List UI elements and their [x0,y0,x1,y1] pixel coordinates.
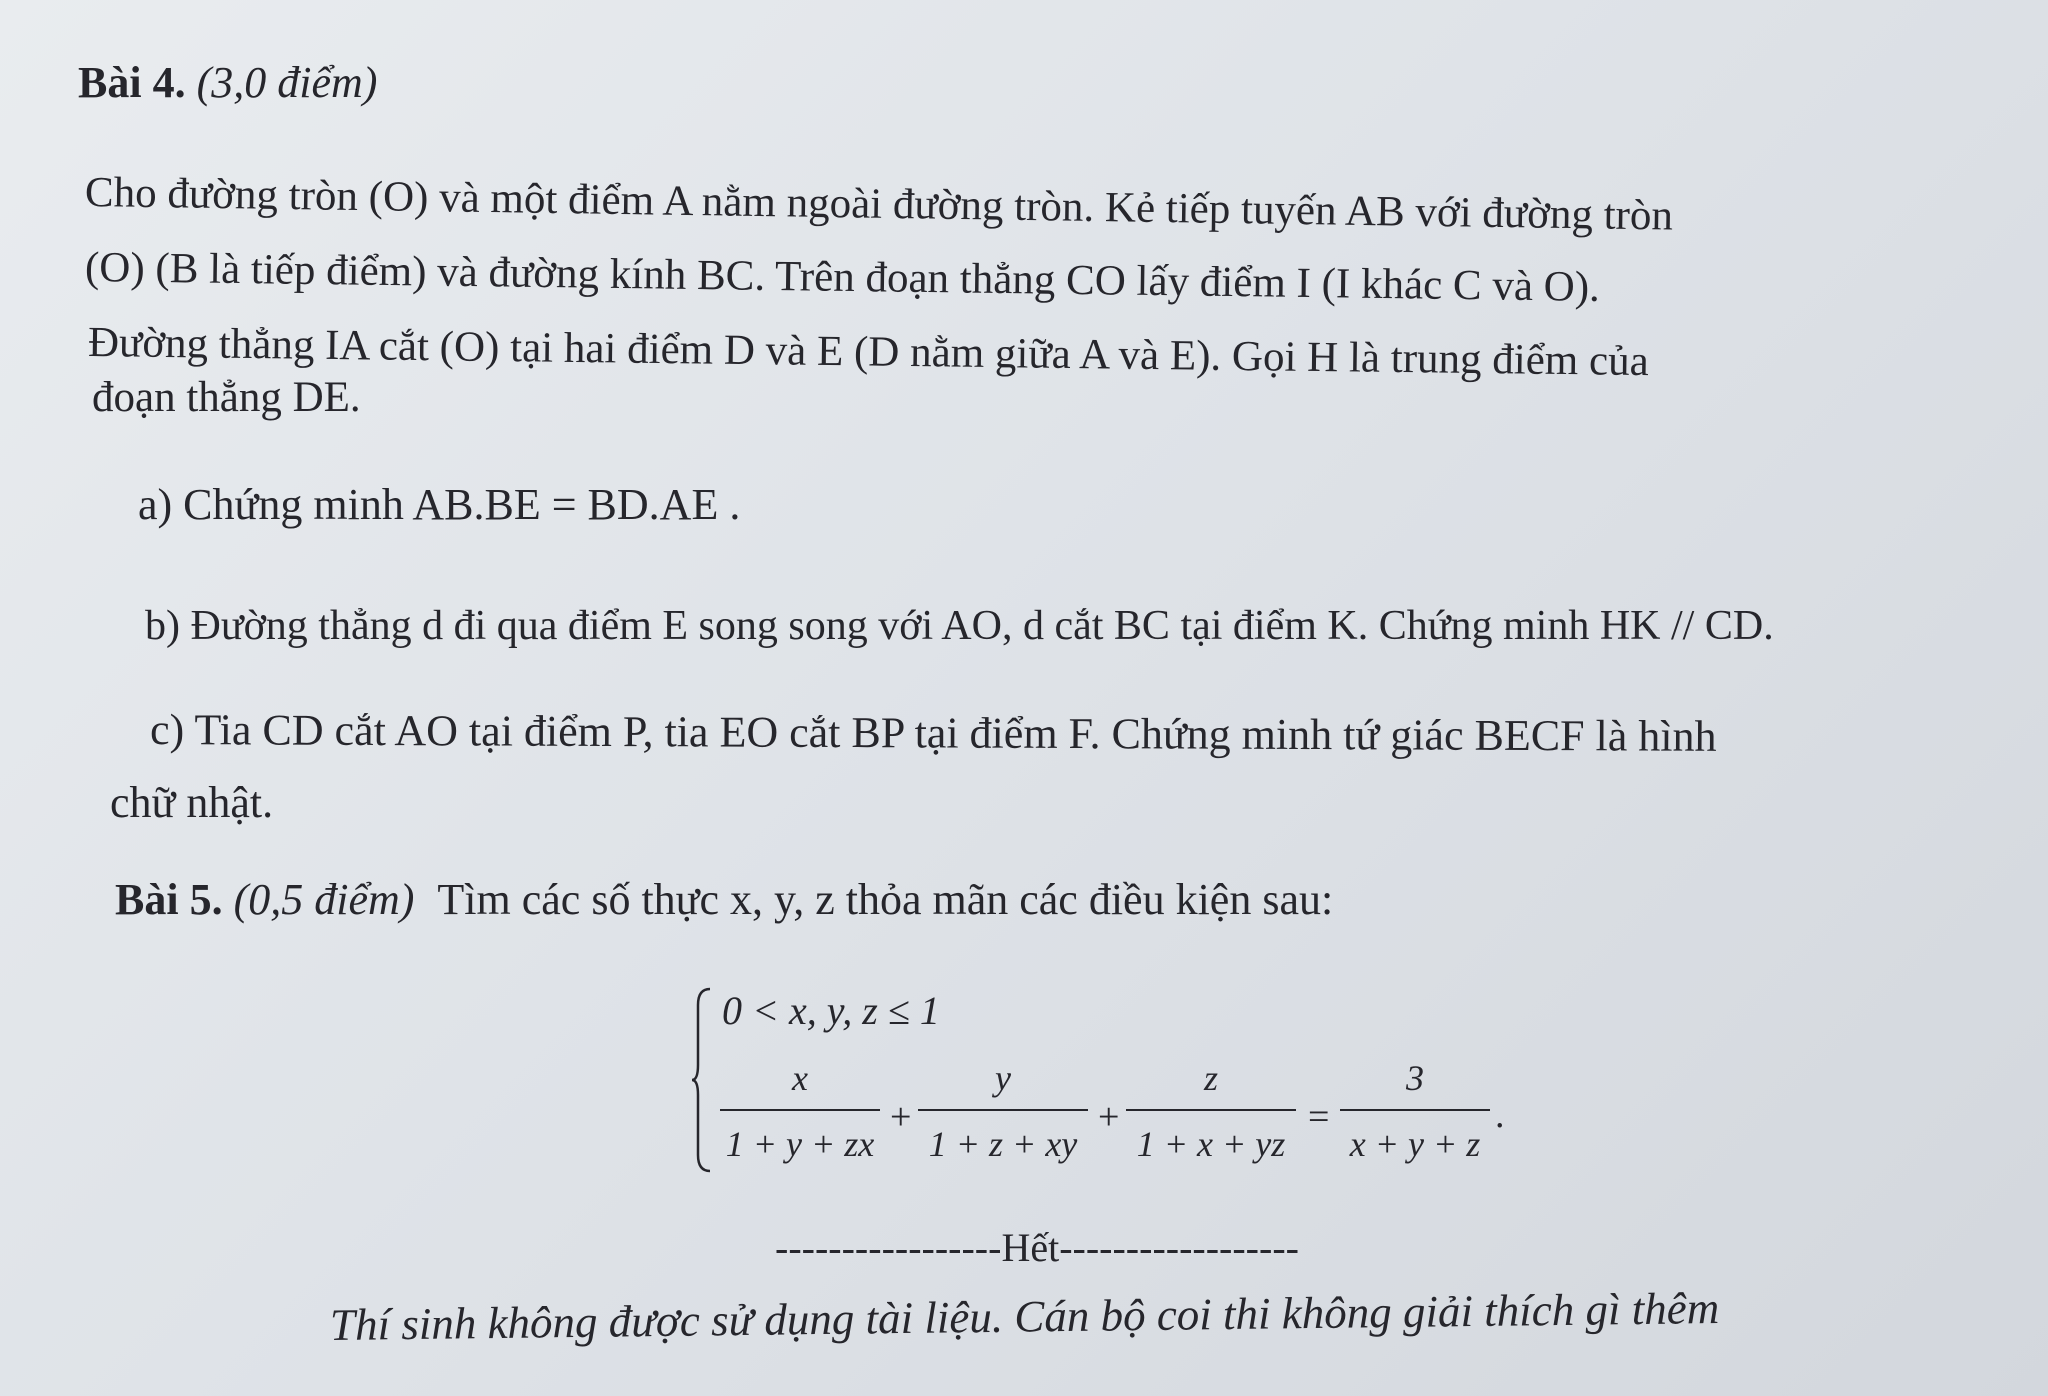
problem-4-part-c-line-2: chữ nhật. [110,778,274,827]
problem-4-part-c-line-1: c) Tia CD cắt AO tại điểm P, tia EO cắt BP tại điểm F. Chứng minh tứ giác BECF là hình [149,705,1717,761]
period: . [1495,1094,1505,1136]
problem-4-paragraph-line-2: (O) (B là tiếp điểm) và đường kính BC. Trên đoạn thẳng CO lấy điểm I (I khác C và O). [84,244,1601,311]
fraction-x-denominator: 1 + y + zx [720,1109,880,1165]
fraction-rhs-numerator: 3 [1406,1058,1424,1098]
plus-sign-1: + [890,1096,912,1138]
problem-4-part-b: b) Đường thẳng d đi qua điểm E song song với AO, d cắt BC tại điểm K. Chứng minh HK // CD. [145,603,1774,649]
fraction-z-denominator: 1 + x + yz [1126,1109,1296,1165]
problem-5-label: Bài 5. [115,875,223,924]
equation-system [690,985,1510,1175]
problem-4-paragraph-line-3: Đường thẳng IA cắt (O) tại hai điểm D và E (D nằm giữa A và E). Gọi H là trung điểm của [87,319,1649,386]
problem-5-statement: Tìm các số thực x, y, z thỏa mãn các điều kiện sau: [437,875,1334,924]
fraction-x [720,1057,880,1165]
condition-range: 0 < x, y, z ≤ 1 [722,988,940,1033]
problem-4-paragraph-line-1: Cho đường tròn (O) và một điểm A nằm ngoài đường tròn. Kẻ tiếp tuyến AB với đường tròn [84,169,1674,240]
problem-4-points: (3,0 điểm) [196,58,378,107]
fraction-y [918,1057,1088,1165]
plus-sign-2: + [1098,1096,1120,1138]
problem-4-part-a: a) Chứng minh AB.BE = BD.AE . [138,480,741,529]
problem-4-label: Bài 4. [78,58,186,107]
fraction-rhs [1340,1057,1490,1165]
problem-4-paragraph-line-4: đoạn thẳng DE. [92,374,361,421]
equals-sign: = [1308,1096,1330,1138]
problem-5-points: (0,5 điểm) [233,875,415,924]
fraction-y-denominator: 1 + z + xy [918,1109,1088,1165]
footer-note: Thí sinh không được sử dụng tài liệu. Cán bộ coi thi không giải thích gì thêm [329,1283,1720,1350]
left-brace [690,985,714,1175]
problem-5-heading [115,875,1333,926]
fraction-rhs-denominator: x + y + z [1340,1109,1490,1165]
fraction-y-numerator: y [995,1058,1011,1098]
end-marker: -----------------Hết------------------ [775,1225,1299,1270]
fraction-z-numerator: z [1203,1058,1218,1098]
fraction-z [1126,1057,1296,1165]
problem-4-heading [78,58,377,109]
fraction-x-numerator: x [792,1058,808,1098]
